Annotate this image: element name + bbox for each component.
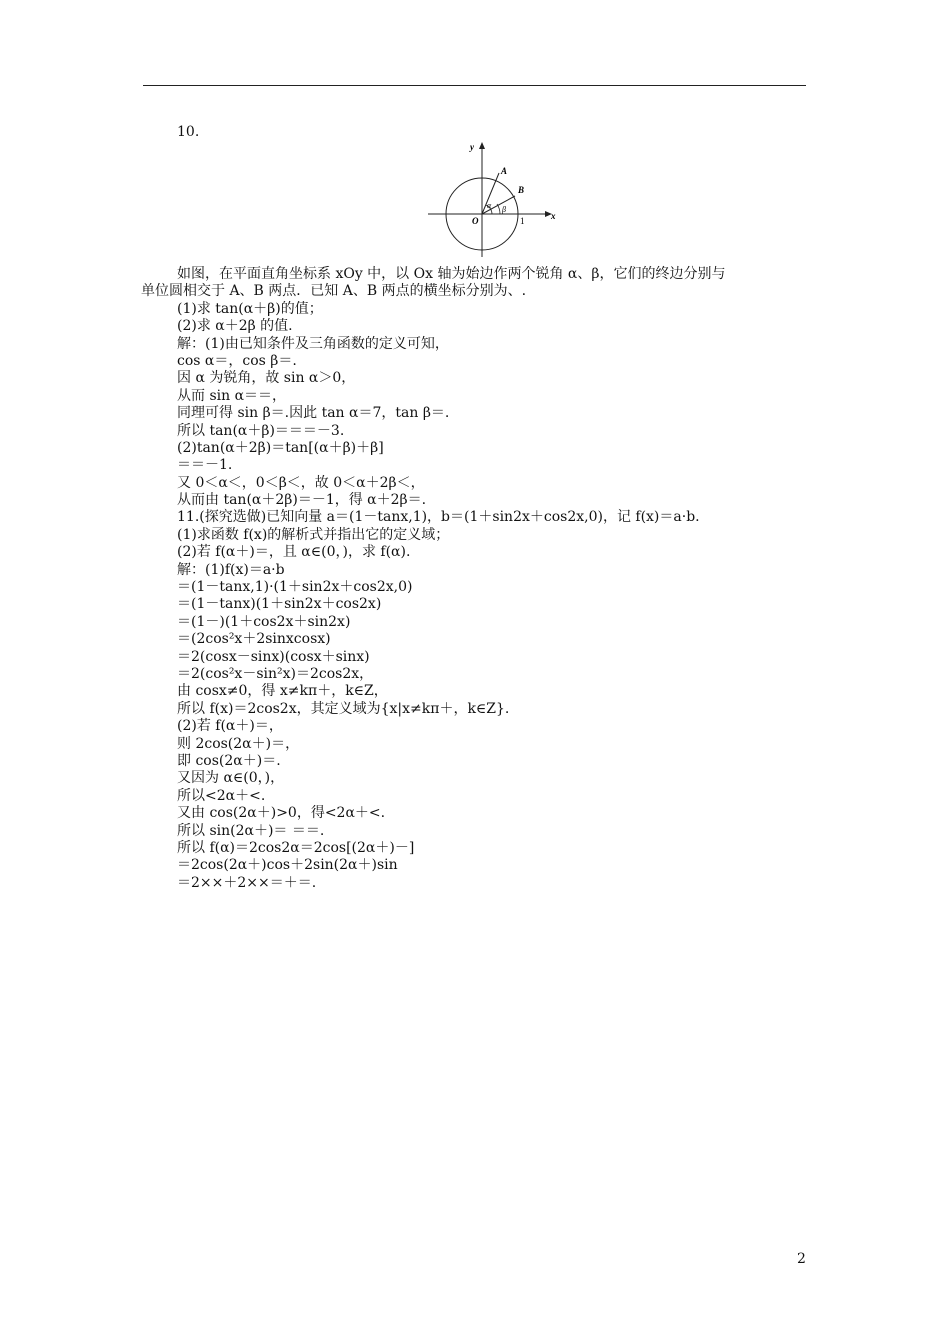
text-line: 所以<2α＋<. [177, 787, 266, 804]
text-line: 由 cosx≠0，得 x≠kπ＋，k∈Z， [177, 683, 388, 700]
alpha-label: α [487, 201, 492, 210]
text-line: 同理可得 sin β＝.因此 tan α＝7，tan β＝. [177, 405, 450, 422]
unit-circle-figure [424, 137, 558, 261]
text-line: 11.(探究选做)已知向量 a＝(1－tanx,1)，b＝(1＋sin2x＋cos2x,0)，记 f(x)＝a·b. [177, 509, 700, 526]
text-line: ＝(1－tanx)(1＋sin2x＋cos2x) [177, 596, 382, 613]
text-line: cos α＝，cos β＝. [177, 352, 297, 369]
question-number: 10. [177, 124, 200, 140]
x-axis-label: x [551, 211, 556, 221]
text-line: ＝(1－)(1＋cos2x＋sin2x) [177, 613, 351, 630]
text-line: (2)若 f(α＋)＝， [177, 718, 283, 735]
point-B-label: B [518, 185, 525, 195]
text-line: ＝＝－1. [177, 457, 233, 474]
y-axis-arrow [479, 142, 485, 149]
text-line: (2)tan(α＋2β)＝tan[(α＋β)＋β] [177, 439, 384, 456]
text-line: ＝2(cos²x－sin²x)＝2cos2x， [177, 665, 374, 682]
beta-label: β [502, 205, 506, 214]
text-line: 即 cos(2α＋)＝. [177, 752, 281, 769]
solution-text [141, 266, 817, 892]
point-A-label: A [501, 166, 508, 176]
text-line: 则 2cos(2α＋)＝， [177, 735, 300, 752]
text-line: (2)求 α＋2β 的值. [177, 318, 293, 335]
text-line: 所以 f(α)＝2cos2α＝2cos[(2α＋)－] [177, 839, 415, 856]
text-line: 从而由 tan(α＋2β)＝－1，得 α＋2β＝. [177, 492, 427, 509]
text-line: 又 0＜α＜，0＜β＜，故 0＜α＋2β＜， [177, 474, 425, 491]
text-line: ＝2(cosx－sinx)(cosx＋sinx) [177, 648, 370, 665]
header-rule [143, 85, 806, 86]
text-line: 解：(1)f(x)＝a·b [177, 561, 285, 578]
text-line: ＝(1－tanx,1)·(1＋sin2x＋cos2x,0) [177, 579, 413, 596]
text-line: 解：(1)由已知条件及三角函数的定义可知， [177, 335, 449, 352]
text-line: ＝(2cos²x＋2sinxcosx) [177, 631, 331, 648]
text-line: 所以 tan(α＋β)＝＝＝－3. [177, 422, 345, 439]
origin-label: O [472, 216, 479, 226]
text-line: ＝2cos(2α＋)cos＋2sin(2α＋)sin [177, 857, 398, 874]
text-line: 所以 sin(2α＋)＝ ＝＝. [177, 822, 325, 839]
text-line: 如图，在平面直角坐标系 xOy 中，以 Ox 轴为始边作两个锐角 α、β，它们的终边分别与 [177, 266, 726, 282]
page-number: 2 [797, 1251, 806, 1267]
text-line: (2)若 f(α＋)＝，且 α∈(0，)，求 f(α). [177, 544, 411, 561]
text-line: (1)求 tan(α＋β)的值； [177, 300, 323, 317]
y-axis-label: y [470, 142, 474, 152]
text-line: ＝2××＋2××＝＋＝. [177, 874, 317, 891]
text-line: 因 α 为锐角，故 sin α＞0， [177, 370, 356, 387]
text-line: 又由 cos(2α＋)>0，得<2α＋<. [177, 805, 386, 822]
text-line: 所以 f(x)＝2cos2x，其定义域为{x|x≠kπ＋，k∈Z}. [177, 700, 510, 717]
text-line: 从而 sin α＝＝， [177, 387, 287, 404]
text-line: 又因为 α∈(0，)， [177, 770, 285, 787]
text-line: (1)求函数 f(x)的解析式并指出它的定义域； [177, 526, 450, 543]
unit-label: 1 [520, 216, 525, 226]
text-line: 单位圆相交于 A、B 两点．已知 A、B 两点的横坐标分别为、. [141, 283, 527, 300]
